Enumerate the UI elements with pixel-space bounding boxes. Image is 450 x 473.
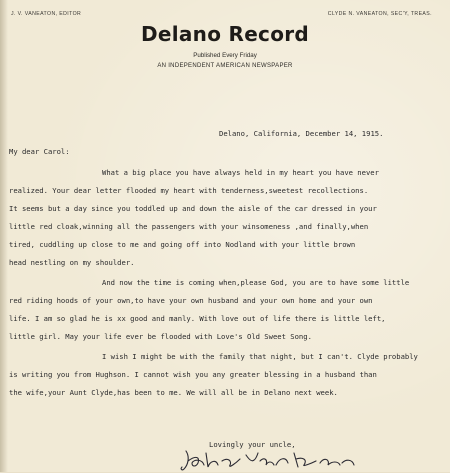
- letter-line: head nestling on my shoulder.: [9, 258, 135, 267]
- letter-line: What a big place you have always held in my heart you have never: [102, 168, 379, 177]
- letter-line: I wish I might be with the family that night, but I can't. Clyde probably: [102, 352, 418, 361]
- letter-line: the wife,your Aunt Clyde,has been to me. We will all be in Delano next week.: [9, 388, 338, 397]
- letter-line: little girl. May your life ever be flooded with Love's Old Sweet Song.: [9, 332, 312, 341]
- paper-edge-shadow: [0, 0, 8, 472]
- handwritten-signature: [176, 447, 366, 473]
- date-line: Delano, California, December 14, 1915.: [219, 129, 384, 138]
- salutation: My dear Carol:: [9, 147, 70, 156]
- letter-line: little red cloak,winning all the passengers with your winsomeness ,and finally,when: [9, 222, 369, 231]
- letter-line: red riding hoods of your own,to have your own husband and your own home and your own: [9, 296, 373, 305]
- letter-line: It seems but a day since you toddled up and down the aisle of the car dressed in your: [9, 204, 377, 213]
- newspaper-title: Delano Record: [140, 22, 310, 46]
- letter-line: life. I am so glad he is xx good and manly. With love out of life there is little left,: [9, 314, 386, 323]
- masthead-secretary: CLYDE N. VANEATON, SEC'Y, TREAS.: [327, 11, 432, 17]
- letter-line: And now the time is coming when,please God, you are to have some little: [102, 278, 410, 287]
- letter-line: tired, cuddling up close to me and going off into Nodland with your little brown: [9, 240, 356, 249]
- letter-line: realized. Your dear letter flooded my heart with tenderness,sweetest recollections.: [9, 186, 369, 195]
- publication-schedule: Published Every Friday: [193, 52, 257, 59]
- masthead-editor: J. V. VANEATON, EDITOR: [11, 11, 82, 17]
- letter-line: is writing you from Hughson. I cannot wish you any greater blessing in a husband than: [9, 370, 377, 379]
- newspaper-tagline: AN INDEPENDENT AMERICAN NEWSPAPER: [157, 63, 293, 69]
- closing-line: Lovingly your uncle,: [209, 440, 296, 449]
